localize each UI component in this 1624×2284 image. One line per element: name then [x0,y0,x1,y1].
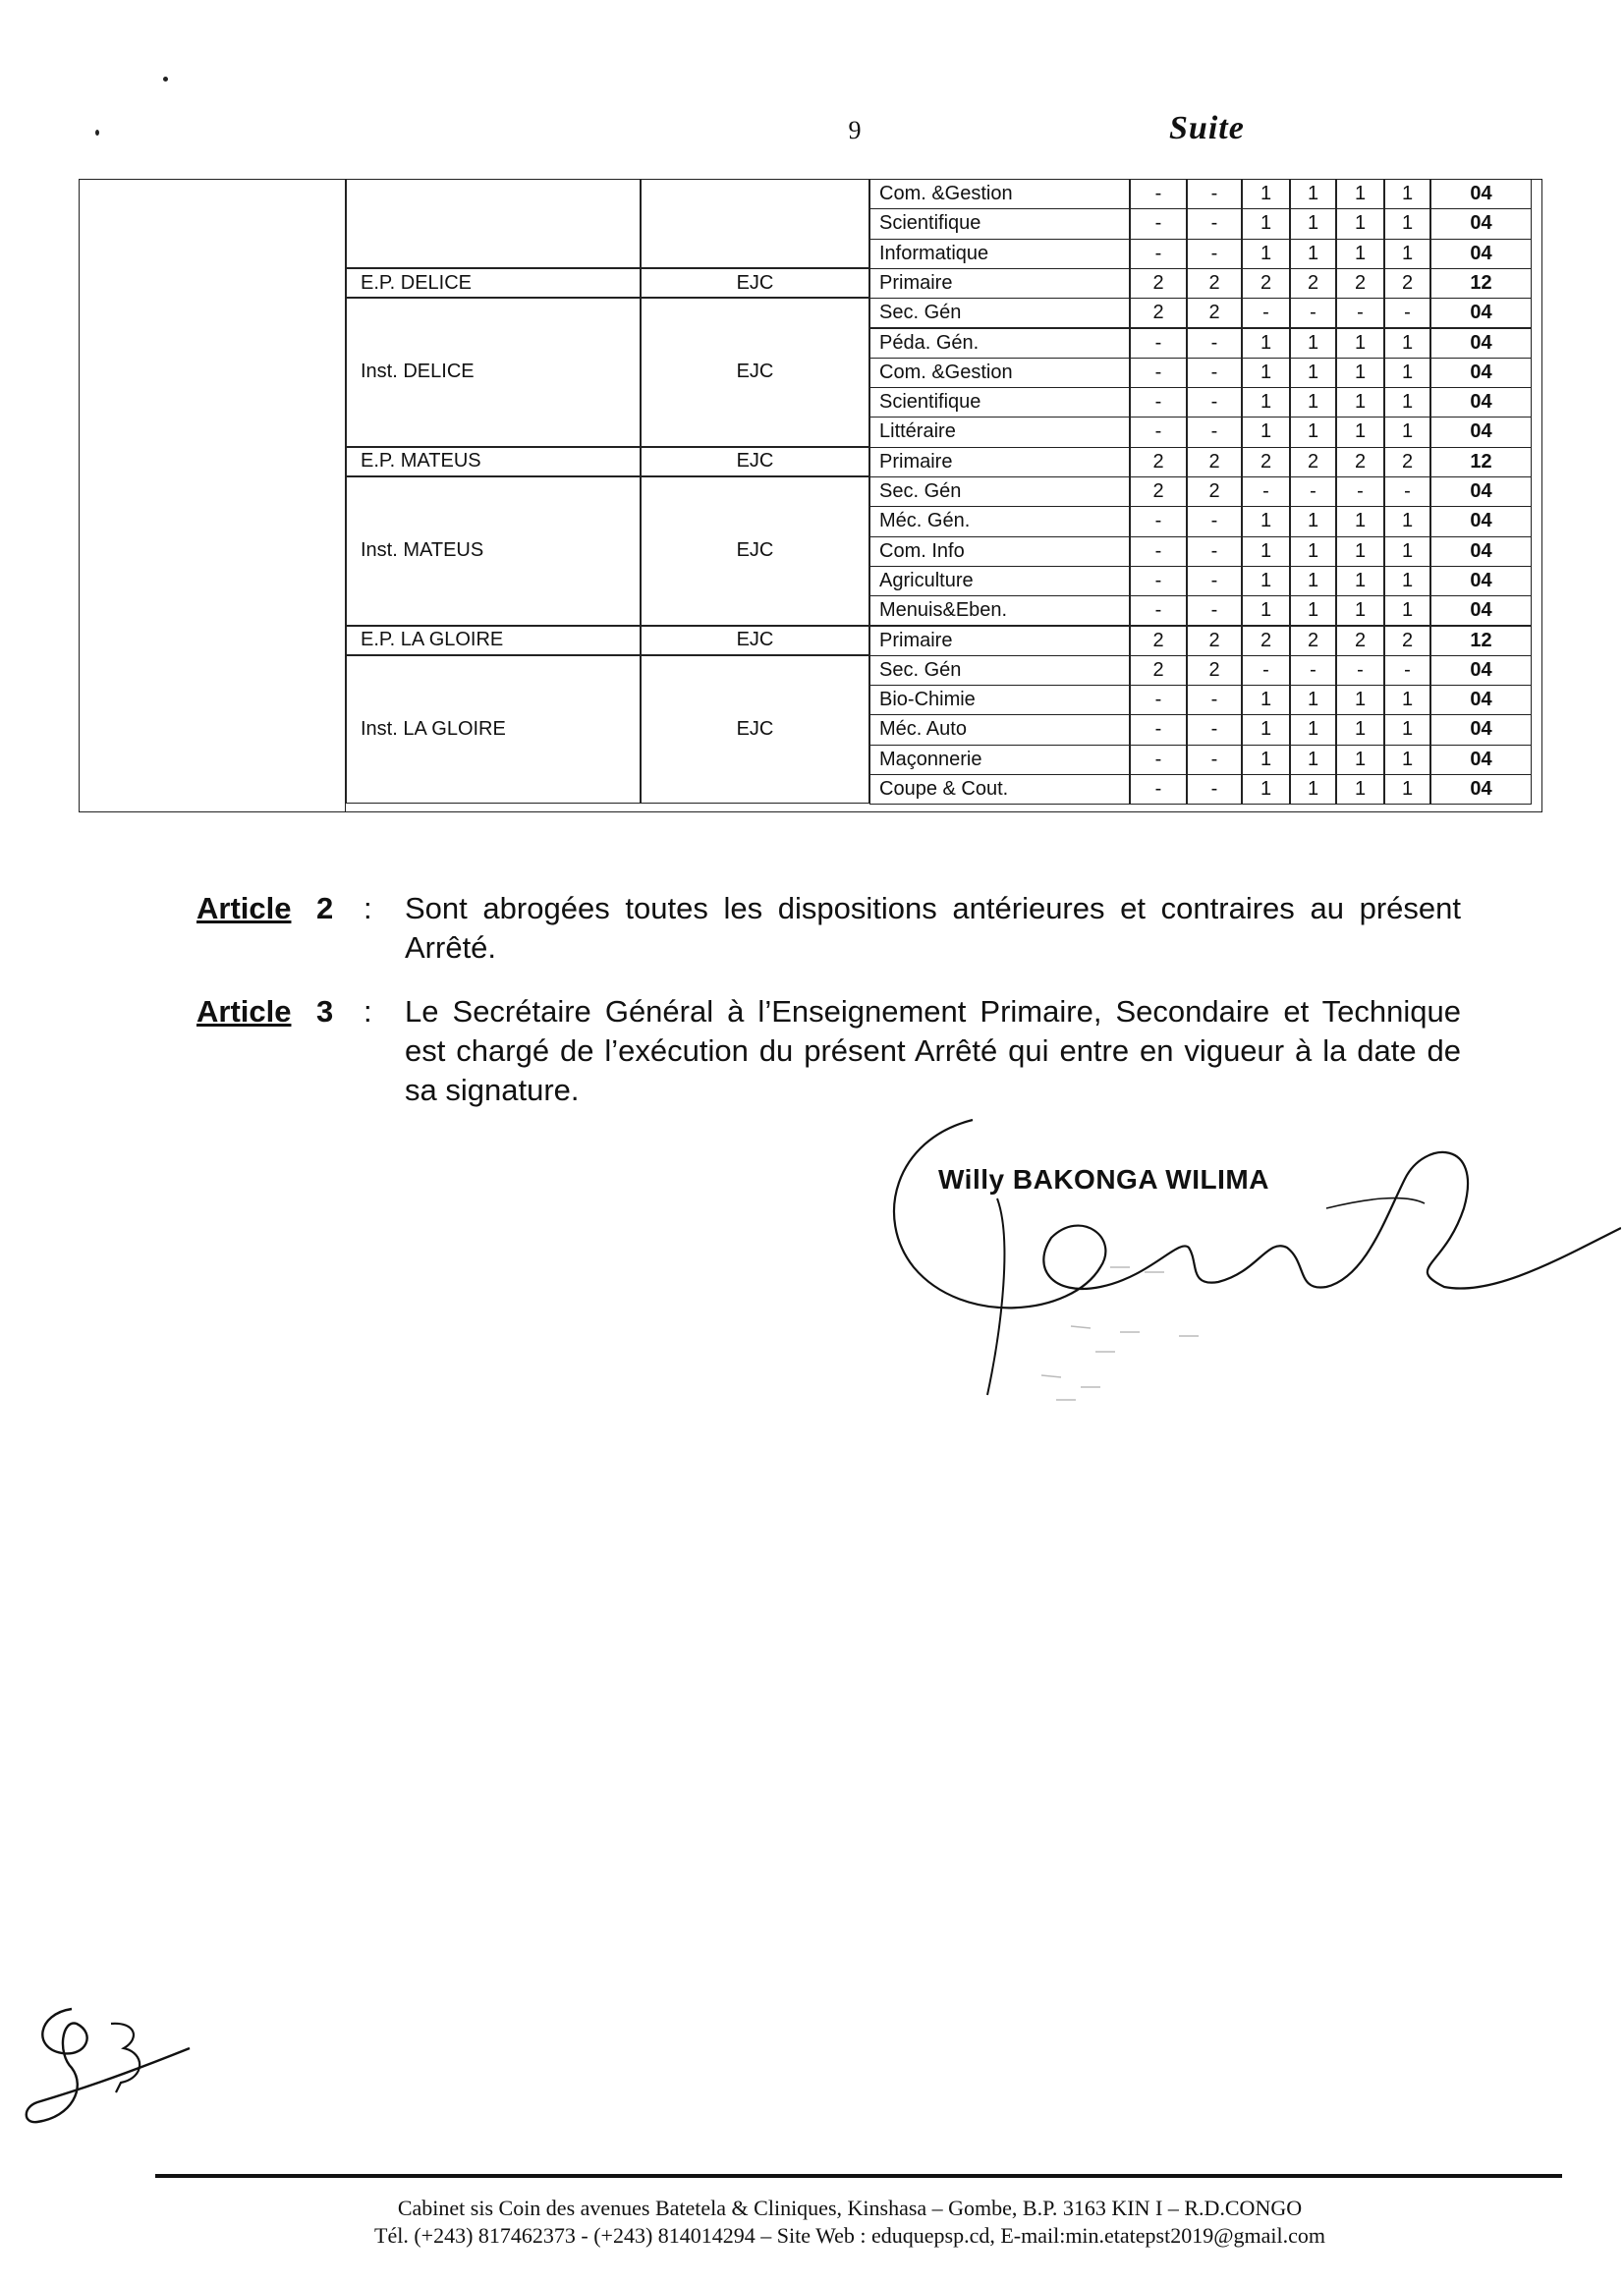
initials-mark [18,1994,204,2132]
class-count-cell: 1 [1290,774,1336,805]
total-cell: 04 [1430,655,1532,686]
class-count-cell: 1 [1290,536,1336,567]
total-cell: 04 [1430,239,1532,269]
school-name-cell: E.P. MATEUS [346,447,641,476]
class-count-cell: 1 [1242,774,1290,805]
class-count-cell: 1 [1384,685,1430,715]
article-label: Article [196,891,292,925]
page-number: 9 [848,116,862,144]
class-count-cell: - [1242,298,1290,328]
province-column [79,179,346,812]
class-count-cell: 1 [1384,506,1430,536]
class-count-cell: 1 [1384,328,1430,359]
class-count-cell: 1 [1336,774,1384,805]
option-cell: Com. &Gestion [869,179,1130,209]
class-count-cell: 2 [1242,268,1290,299]
class-count-cell: 2 [1336,447,1384,477]
article-colon: : [364,994,372,1029]
class-count-cell: 2 [1242,626,1290,656]
total-cell: 04 [1430,714,1532,745]
class-count-cell: 1 [1242,358,1290,388]
class-count-cell: 1 [1242,417,1290,447]
class-count-cell: - [1336,476,1384,507]
class-count-cell: 2 [1384,626,1430,656]
class-count-cell: 1 [1336,685,1384,715]
option-cell: Scientifique [869,387,1130,418]
class-count-cell: - [1187,685,1242,715]
class-count-cell: 1 [1242,239,1290,269]
class-count-cell: 2 [1130,268,1187,299]
class-count-cell: 1 [1290,179,1336,209]
class-count-cell: 1 [1290,714,1336,745]
option-cell: Com. Info [869,536,1130,567]
class-count-cell: 2 [1187,476,1242,507]
class-count-cell: 1 [1242,595,1290,626]
class-count-cell: - [1187,208,1242,239]
class-count-cell: 1 [1384,208,1430,239]
scan-speck [95,130,99,136]
total-cell: 04 [1430,358,1532,388]
class-count-cell: - [1187,239,1242,269]
class-count-cell: 1 [1242,328,1290,359]
class-count-cell: 1 [1290,387,1336,418]
scan-speck [163,77,168,82]
total-cell: 04 [1430,685,1532,715]
class-count-cell: 1 [1290,239,1336,269]
class-count-cell: - [1130,358,1187,388]
option-cell: Menuis&Eben. [869,595,1130,626]
school-name-cell: Inst. MATEUS [346,476,641,626]
class-count-cell: - [1187,506,1242,536]
class-count-cell: 2 [1130,447,1187,477]
class-count-cell: - [1290,476,1336,507]
class-count-cell: 1 [1242,685,1290,715]
class-count-cell: - [1187,179,1242,209]
total-cell: 04 [1430,745,1532,775]
class-count-cell: 1 [1384,179,1430,209]
class-count-cell: 1 [1242,536,1290,567]
class-count-cell: - [1187,745,1242,775]
class-count-cell: 2 [1130,655,1187,686]
class-count-cell: 1 [1290,745,1336,775]
continuation-mark: Suite [1169,110,1245,146]
option-cell: Scientifique [869,208,1130,239]
class-count-cell: 1 [1336,714,1384,745]
class-count-cell: - [1187,595,1242,626]
class-count-cell: - [1130,714,1187,745]
class-count-cell: 2 [1187,447,1242,477]
option-cell: Sec. Gén [869,298,1130,328]
total-cell: 04 [1430,387,1532,418]
total-cell: 04 [1430,595,1532,626]
class-count-cell: 2 [1290,626,1336,656]
class-count-cell: - [1187,714,1242,745]
class-count-cell: 1 [1290,685,1336,715]
class-count-cell: 1 [1384,417,1430,447]
class-count-cell: - [1130,745,1187,775]
class-count-cell: - [1187,328,1242,359]
class-count-cell: 1 [1242,714,1290,745]
option-cell: Informatique [869,239,1130,269]
class-count-cell: 1 [1336,328,1384,359]
total-cell: 12 [1430,447,1532,477]
class-count-cell: 2 [1130,476,1187,507]
class-count-cell: 1 [1384,566,1430,596]
class-count-cell: 1 [1242,745,1290,775]
school-type-cell: EJC [641,298,869,447]
school-name-cell: E.P. DELICE [346,268,641,298]
handwritten-signature [855,1100,1621,1424]
class-count-cell: - [1187,358,1242,388]
class-count-cell: 1 [1384,358,1430,388]
option-cell: Com. &Gestion [869,358,1130,388]
total-cell: 04 [1430,208,1532,239]
class-count-cell: - [1290,298,1336,328]
class-count-cell: 2 [1384,447,1430,477]
school-type-cell: EJC [641,476,869,626]
class-count-cell: - [1187,417,1242,447]
class-count-cell: 2 [1242,447,1290,477]
class-count-cell: 2 [1290,268,1336,299]
class-count-cell: - [1384,476,1430,507]
class-count-cell: - [1290,655,1336,686]
class-count-cell: - [1130,685,1187,715]
option-cell: Littéraire [869,417,1130,447]
class-count-cell: - [1130,566,1187,596]
total-cell: 04 [1430,328,1532,359]
class-count-cell: - [1242,655,1290,686]
class-count-cell: - [1187,774,1242,805]
class-count-cell: 2 [1336,268,1384,299]
option-cell: Bio-Chimie [869,685,1130,715]
option-cell: Sec. Gén [869,655,1130,686]
class-count-cell: - [1130,506,1187,536]
class-count-cell: 2 [1336,626,1384,656]
class-count-cell: - [1187,536,1242,567]
school-name-cell: E.P. LA GLOIRE [346,626,641,655]
class-count-cell: 1 [1384,595,1430,626]
class-count-cell: 1 [1336,179,1384,209]
class-count-cell: - [1336,298,1384,328]
total-cell: 04 [1430,179,1532,209]
class-count-cell: 2 [1187,298,1242,328]
school-type-cell: EJC [641,626,869,655]
class-count-cell: 1 [1336,417,1384,447]
school-type-cell [641,179,869,268]
class-count-cell: 1 [1384,774,1430,805]
option-cell: Méc. Auto [869,714,1130,745]
class-count-cell: 1 [1242,387,1290,418]
class-count-cell: - [1130,536,1187,567]
school-name-cell: Inst. DELICE [346,298,641,447]
class-count-cell: - [1130,417,1187,447]
class-count-cell: - [1130,595,1187,626]
option-cell: Agriculture [869,566,1130,596]
class-count-cell: 1 [1384,387,1430,418]
class-count-cell: 2 [1130,298,1187,328]
class-count-cell: - [1130,179,1187,209]
class-count-cell: 2 [1130,626,1187,656]
class-count-cell: - [1130,239,1187,269]
school-name-cell [346,179,641,268]
school-type-cell: EJC [641,268,869,298]
option-cell: Méc. Gén. [869,506,1130,536]
school-type-cell: EJC [641,655,869,805]
class-count-cell: 2 [1187,626,1242,656]
article-number: 3 [316,994,334,1029]
signatory-name: Willy BAKONGA WILIMA [938,1164,1269,1195]
class-count-cell: - [1130,208,1187,239]
class-count-cell: 1 [1384,745,1430,775]
class-count-cell: 2 [1384,268,1430,299]
option-cell: Maçonnerie [869,745,1130,775]
class-count-cell: 1 [1336,536,1384,567]
footer-rule [155,2174,1562,2178]
class-count-cell: 1 [1336,387,1384,418]
class-count-cell: - [1130,328,1187,359]
class-count-cell: 1 [1290,328,1336,359]
option-cell: Primaire [869,447,1130,477]
class-count-cell: 1 [1336,358,1384,388]
class-count-cell: 1 [1336,506,1384,536]
class-count-cell: - [1130,387,1187,418]
class-count-cell: - [1242,476,1290,507]
class-count-cell: 1 [1242,506,1290,536]
total-cell: 04 [1430,774,1532,805]
total-cell: 04 [1430,298,1532,328]
footer-address: Cabinet sis Coin des avenues Batetela & Cliniques, Kinshasa – Gombe, B.P. 3163 KIN I – R.D.CONGO [397,2196,1303,2220]
total-cell: 04 [1430,566,1532,596]
class-count-cell: - [1336,655,1384,686]
option-cell: Primaire [869,626,1130,656]
class-count-cell: 2 [1187,268,1242,299]
school-type-cell: EJC [641,447,869,476]
article-text: Le Secrétaire Général à l’Enseignement Primaire, Secondaire et Technique est chargé de l’exécution du présent Arrêté qui entre en vigueur à la date de sa signature. [405,994,1461,1107]
option-cell: Péda. Gén. [869,328,1130,359]
class-count-cell: 1 [1336,239,1384,269]
option-cell: Sec. Gén [869,476,1130,507]
article-text: Sont abrogées toutes les dispositions antérieures et contraires au présent Arrêté. [405,891,1461,965]
option-cell: Coupe & Cout. [869,774,1130,805]
footer-contact: Tél. (+243) 817462373 - (+243) 814014294 – Site Web : eduquepsp.cd, E-mail:min.etatepst2019@gmail.com [374,2223,1325,2248]
class-count-cell: 2 [1187,655,1242,686]
total-cell: 12 [1430,268,1532,299]
option-cell: Primaire [869,268,1130,299]
total-cell: 04 [1430,476,1532,507]
class-count-cell: 1 [1336,208,1384,239]
class-count-cell: 1 [1336,566,1384,596]
school-schedule-table [79,179,1542,812]
class-count-cell: 1 [1290,417,1336,447]
class-count-cell: 1 [1384,714,1430,745]
class-count-cell: 1 [1242,208,1290,239]
class-count-cell: 1 [1290,566,1336,596]
class-count-cell: - [1384,655,1430,686]
class-count-cell: - [1187,387,1242,418]
class-count-cell: 1 [1290,208,1336,239]
total-cell: 04 [1430,506,1532,536]
class-count-cell: 1 [1384,536,1430,567]
class-count-cell: 1 [1242,179,1290,209]
school-name-cell: Inst. LA GLOIRE [346,655,641,805]
class-count-cell: 1 [1290,506,1336,536]
article-colon: : [364,891,372,925]
class-count-cell: - [1130,774,1187,805]
class-count-cell: 1 [1290,595,1336,626]
total-cell: 12 [1430,626,1532,656]
article-label: Article [196,994,292,1029]
total-cell: 04 [1430,417,1532,447]
class-count-cell: - [1187,566,1242,596]
class-count-cell: 1 [1290,358,1336,388]
total-cell: 04 [1430,536,1532,567]
class-count-cell: 1 [1336,595,1384,626]
class-count-cell: - [1384,298,1430,328]
article-number: 2 [316,891,334,925]
class-count-cell: 2 [1290,447,1336,477]
class-count-cell: 1 [1242,566,1290,596]
class-count-cell: 1 [1336,745,1384,775]
class-count-cell: 1 [1384,239,1430,269]
